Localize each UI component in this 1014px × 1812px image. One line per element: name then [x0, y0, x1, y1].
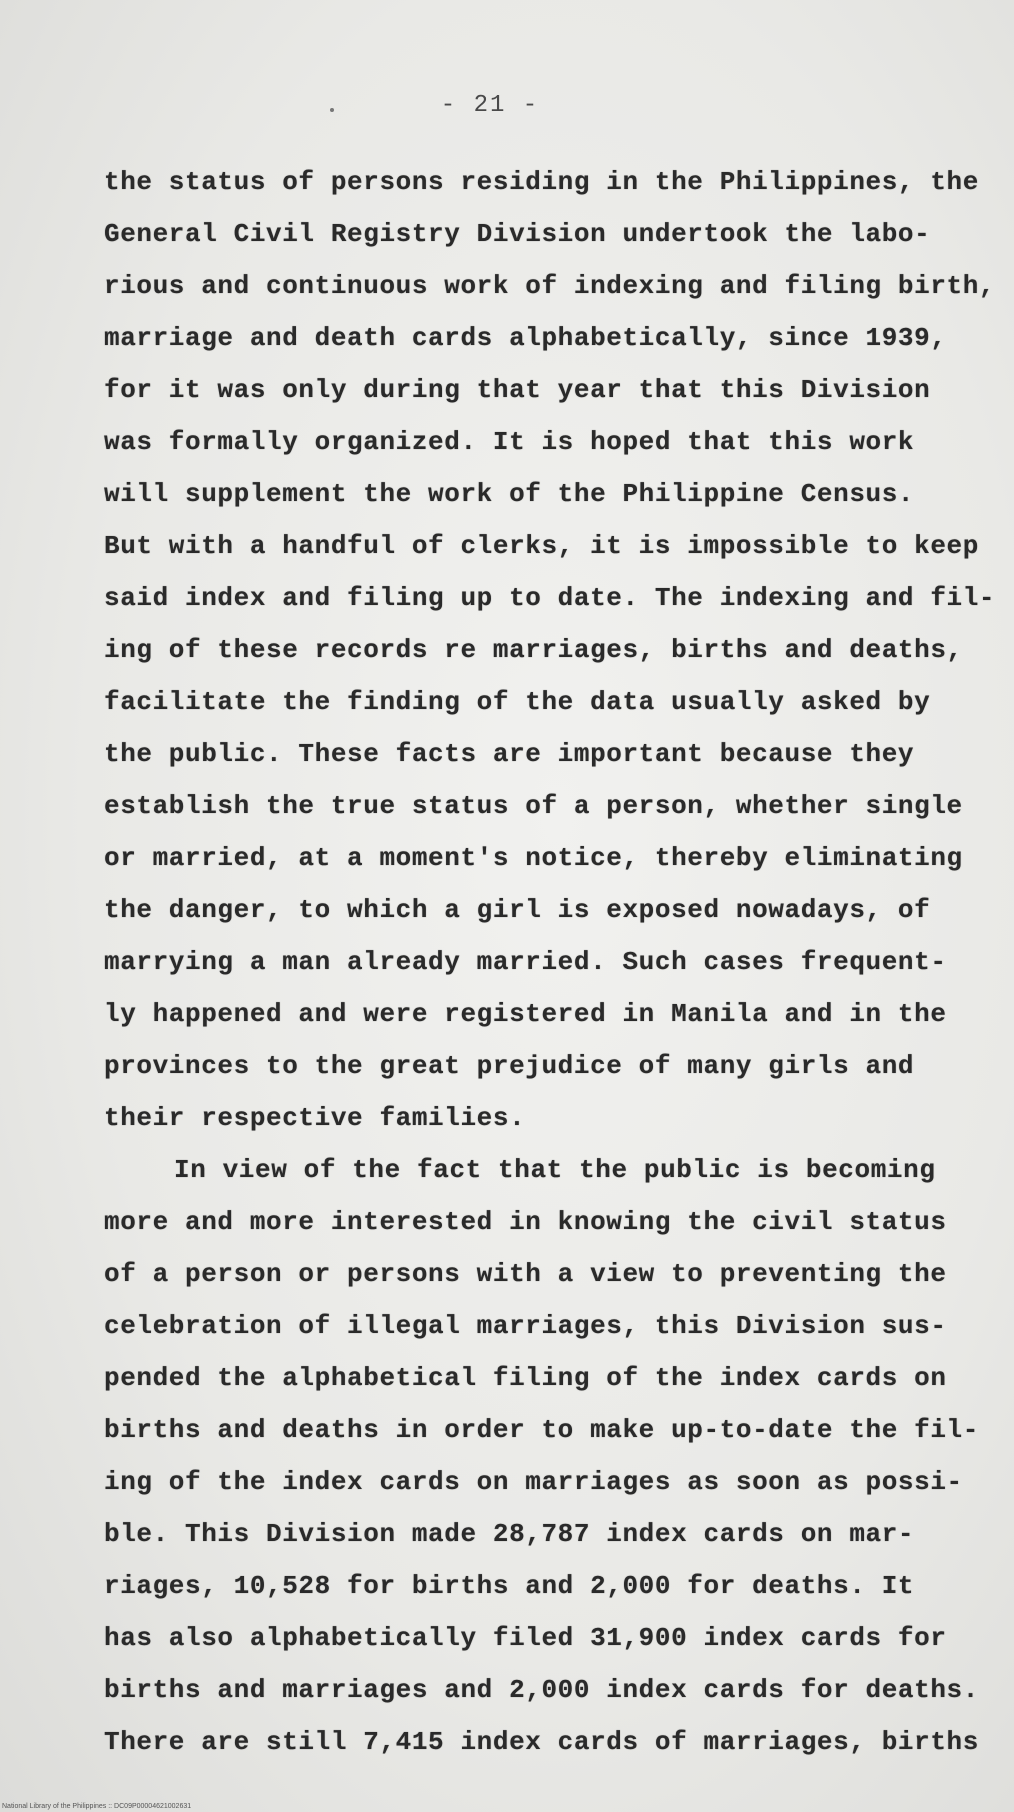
text-line: ly happened and were registered in Manila and in the	[104, 999, 947, 1029]
text-line: marriage and death cards alphabetically, since 1939,	[104, 323, 947, 353]
text-line: has also alphabetically filed 31,900 index cards for	[104, 1623, 947, 1653]
paragraph-2	[104, 1144, 979, 1768]
text-line: the danger, to which a girl is exposed nowadays, of	[104, 895, 931, 925]
page-number: - 21 -	[440, 92, 540, 119]
text-line: General Civil Registry Division undertook the labo-	[104, 219, 931, 249]
text-line: provinces to the great prejudice of many girls and	[104, 1051, 915, 1081]
text-line: ing of these records re marriages, births and deaths,	[104, 635, 963, 665]
text-line: the status of persons residing in the Philippines, the	[104, 167, 979, 197]
text-line: marrying a man already married. Such cases frequent-	[104, 947, 947, 977]
text-line: But with a handful of clerks, it is impossible to keep	[104, 531, 979, 561]
text-line: facilitate the finding of the data usually asked by	[104, 687, 931, 717]
archive-credit: National Library of the Philippines :: DC09P00004621002631	[2, 1803, 192, 1810]
text-line: riages, 10,528 for births and 2,000 for deaths. It	[104, 1571, 915, 1601]
text-line: for it was only during that year that this Division	[104, 375, 931, 405]
stray-mark	[330, 108, 334, 112]
text-line: the public. These facts are important because they	[104, 739, 915, 769]
paragraph-1	[104, 156, 996, 1144]
text-line: will supplement the work of the Philippine Census.	[104, 479, 915, 509]
text-line: In view of the fact that the public is becoming	[174, 1155, 936, 1185]
text-line: births and marriages and 2,000 index cards for deaths.	[104, 1675, 979, 1705]
text-line: celebration of illegal marriages, this Division sus-	[104, 1311, 947, 1341]
text-line: ing of the index cards on marriages as soon as possi-	[104, 1467, 963, 1497]
text-line: births and deaths in order to make up-to-date the fil-	[104, 1415, 979, 1445]
text-line: or married, at a moment's notice, thereby eliminating	[104, 843, 963, 873]
text-line: pended the alphabetical filing of the index cards on	[104, 1363, 947, 1393]
text-line: There are still 7,415 index cards of marriages, births	[104, 1727, 979, 1757]
text-line: more and more interested in knowing the civil status	[104, 1207, 947, 1237]
text-line: establish the true status of a person, whether single	[104, 791, 963, 821]
text-line: ble. This Division made 28,787 index cards on mar-	[104, 1519, 915, 1549]
document-body	[104, 156, 996, 1768]
text-line: rious and continuous work of indexing and filing birth,	[104, 271, 996, 301]
text-line: of a person or persons with a view to preventing the	[104, 1259, 947, 1289]
text-line: said index and filing up to date. The indexing and fil-	[104, 583, 996, 613]
text-line: their respective families.	[104, 1103, 526, 1133]
text-line: was formally organized. It is hoped that this work	[104, 427, 915, 457]
